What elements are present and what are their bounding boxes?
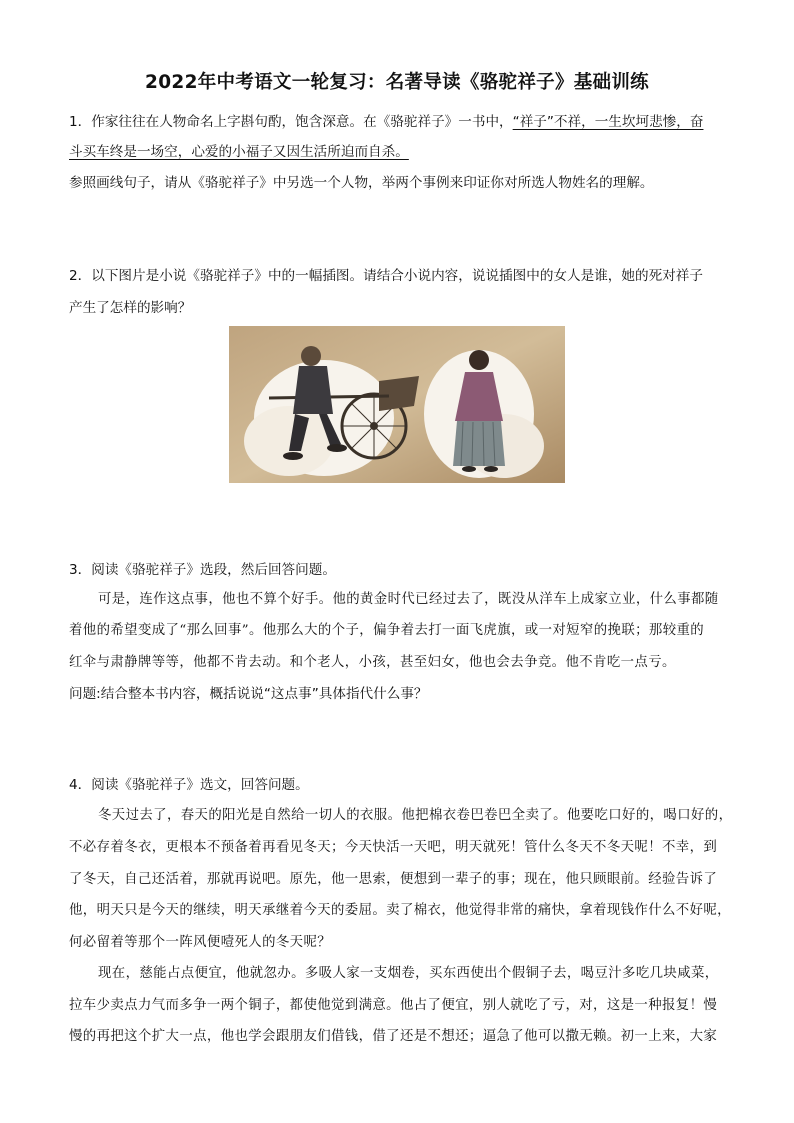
q3-line-1: 3．阅读《骆驼祥子》选段，然后回答问题。 — [69, 562, 336, 578]
q3-passage-line-2: 着他的希望变成了“那么回事”。他那么大的个子，偏争着去打一面飞虎旗，或一对短窄的挽联；那较重的 — [69, 623, 705, 638]
q4-passage-line-2: 不必存着冬衣，更根本不预备着再看见冬天；今天快活一天吧，明天就死！管什么冬天不冬天呢！不幸，到 — [69, 840, 718, 855]
q4-passage-line-1: 冬天过去了，春天的阳光是自然给一切人的衣服。他把棉衣卷巴卷巴全卖了。他要吃口好的，喝口好的， — [98, 808, 733, 823]
q3-question: 问题:结合整本书内容，概括说说“这点事”具体指代什么事？ — [69, 686, 428, 702]
q4-passage-line-7: 拉车少卖点力气而多争一两个铜子，都使他觉到满意。他占了便宜，别人就吃了亏，对，这是一种报复！慢 — [69, 998, 718, 1013]
q3-passage-line-1: 可是，连作这点事，他也不算个好手。他的黄金时代已经过去了，既没从洋车上成家立业，什么事都随 — [98, 592, 719, 607]
q1-underlined-sentence-cont: 斗买车终是一场空，心爱的小福子又因生活所迫而自杀。 — [69, 144, 409, 160]
q1-underlined-sentence: “祥子”不祥，一生坎坷悲惨，奋 — [512, 114, 704, 130]
q1-line-2 — [69, 140, 409, 160]
q2-line-1: 2．以下图片是小说《骆驼祥子》中的一幅插图。请结合小说内容，说说插图中的女人是谁，她的死对祥子 — [69, 268, 703, 284]
q1-prompt: 参照画线句子，请从《骆驼祥子》中另选一个人物，举两个事例来印证你对所选人物姓名的理解。 — [69, 175, 654, 191]
q4-line-1: 4．阅读《骆驼祥子》选文，回答问题。 — [69, 777, 309, 793]
q4-passage-line-5: 何必留着等那个一阵风便噎死人的冬天呢？ — [69, 935, 332, 950]
q4-passage-line-8: 慢的再把这个扩大一点，他也学会跟朋友们借钱，借了还是不想还；逼急了他可以撒无赖。初一上来，大家 — [69, 1029, 718, 1044]
q4-passage-line-6: 现在，慈能占点便宜，他就忽办。多吸人家一支烟卷，买东西使出个假铜子去，喝豆汁多吃几块咸菜， — [98, 966, 719, 981]
q2-line-2: 产生了怎样的影响？ — [69, 300, 192, 316]
q1-line-1 — [69, 110, 703, 130]
q3-passage-line-3: 红伞与肃静牌等等，他都不肯去动。和个老人，小孩，甚至妇女，他也会去争竞。他不肯吃一点亏。 — [69, 655, 676, 670]
q4-passage-line-4: 他，明天只是今天的继续，明天承继着今天的委屈。卖了棉衣，他觉得非常的痛快，拿着现钱作什么不好呢， — [69, 903, 731, 918]
q4-passage-line-3: 了冬天，自己还活着，那就再说吧。原先，他一思索，便想到一辈子的事；现在，他只顾眼前。经验告诉了 — [69, 872, 718, 887]
novel-illustration — [229, 326, 565, 483]
q1-text: 1．作家往往在人物命名上字斟句酌，饱含深意。在《骆驼祥子》一书中， — [69, 114, 513, 130]
page-title: 2022年中考语文一轮复习：名著导读《骆驼祥子》基础训练 — [145, 72, 649, 93]
